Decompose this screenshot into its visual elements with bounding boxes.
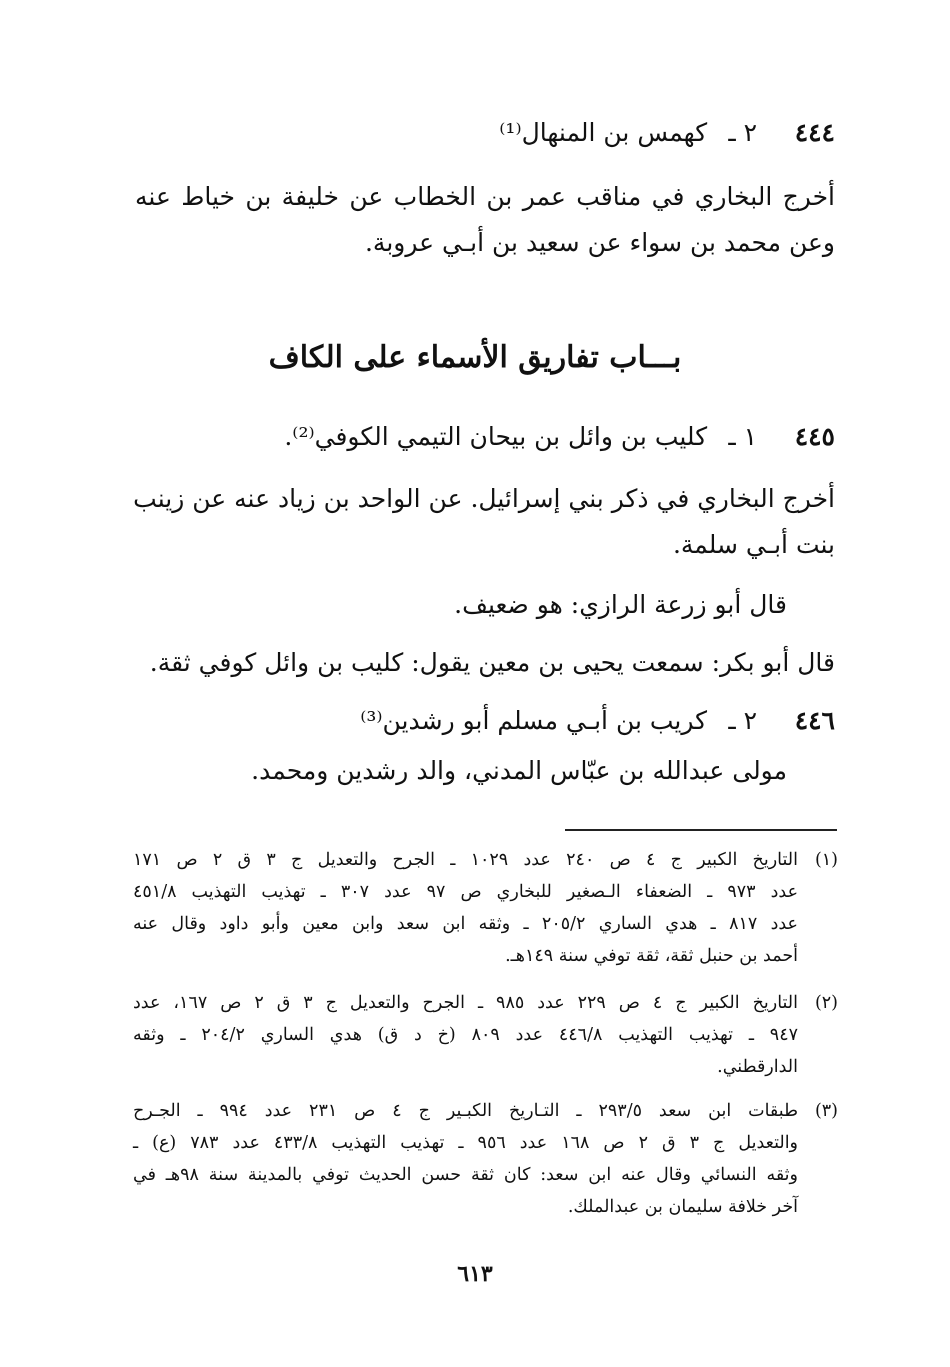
entry-heading (499, 118, 835, 148)
footnote-line: التاريخ الكبير ج ٤ ص ٢٢٩ عدد ٩٨٥ ـ الجرح والتعديل ج ٣ ق ٢ ص ١٦٧، عدد (133, 993, 798, 1013)
entry-text-line: أخرج البخاري في مناقب عمر بن الخطاب عن خليفة بن خياط عنه (135, 182, 835, 211)
footnote-line: والتعديل ج ٣ ق ٢ ص ١٦٨ عدد ٩٥٦ ـ تهذيب التهذيب ٤٣٣/٨ عدد ٧٨٣ (ع) ـ (133, 1133, 799, 1153)
footnote-line: التاريخ الكبير ج ٤ ص ٢٤٠ عدد ١٠٢٩ ـ الجرح والتعديل ج ٣ ق ٢ ص ١٧١ (133, 850, 798, 870)
entry-index: ٢ ـ (728, 706, 758, 735)
entry-number: ٤٤٤ (794, 118, 835, 147)
footnote-line: آخر خلافة سليمان بن عبدالملك. (567, 1197, 798, 1217)
entry-index: ٢ ـ (728, 118, 758, 147)
entry-text-line: وعن محمد بن سواء عن سعيد بن أبـي عروبة. (364, 228, 835, 257)
page-number: ٦١٣ (457, 1261, 493, 1287)
footnote-marker: (١) (814, 850, 838, 870)
footnote-line: طبقات ابن سعد ٢٩٣/٥ ـ التـاريخ الكبـير ج ٤ ص ٢٣١ عدد ٩٩٤ ـ الجـرح (133, 1101, 798, 1121)
entry-text-line: بنت أبـي سلمة. (672, 530, 835, 559)
footnote-line: عدد ٩٧٣ ـ الضعفاء الـصغير للبخاري ص ٩٧ عدد ٣٠٧ ـ تهذيب التهذيب ٤٥١/٨ (133, 882, 799, 902)
entry-index: ١ ـ (728, 422, 758, 451)
narrator-name: كليب بن وائل بن بيحان التيمي الكوفي⁽²⁾. (284, 422, 708, 451)
entry-number: ٤٤٥ (794, 422, 835, 451)
footnote-line: ٩٤٧ ـ تهذيب التهذيب ٤٤٦/٨ عدد ٨٠٩ (خ د ق) هدي الساري ٢٠٤/٢ ـ وثقه (133, 1025, 798, 1045)
footnote (133, 1101, 838, 1231)
footnote-marker: (٢) (814, 993, 838, 1013)
entry-text-line: أخرج البخاري في ذكر بني إسرائيل. عن الواحد بن زياد عنه عن زينب (133, 484, 835, 513)
entry-number: ٤٤٦ (794, 706, 835, 735)
footnote (133, 993, 838, 1093)
entry-heading (284, 422, 835, 452)
footnote-marker: (٣) (814, 1101, 838, 1121)
chapter-heading: بـــاب تفاريق الأسماء على الكاف (268, 340, 682, 375)
narrator-name: كهمس بن المنهال⁽¹⁾ (499, 118, 708, 147)
footnote-line: عدد ٨١٧ ـ هدي الساري ٢٠٥/٢ ـ وثقه ابن سعد وابن معين وأبو داود وقال عنه (133, 914, 799, 934)
entry-text-line: مولى عبدالله بن عبّاس المدني، والد رشدين ومحمد. (251, 756, 787, 785)
footnote-separator (565, 829, 837, 831)
narrator-name: كريب بن أبـي مسلم أبو رشدين⁽³⁾ (360, 706, 708, 735)
entry-text-line: قال أبو زرعة الرازي: هو ضعيف. (454, 590, 787, 619)
footnote-line: الدارقطني. (717, 1057, 798, 1077)
footnote (133, 850, 838, 980)
entry-heading (360, 706, 835, 736)
footnote-line: أحمد بن حنبل ثقة، ثقة توفي سنة ١٤٩هـ. (505, 946, 798, 966)
entry-text-line: قال أبو بكر: سمعت يحيى بن معين يقول: كليب بن وائل كوفي ثقة. (149, 648, 835, 677)
footnote-line: وثقه النسائي وقال عنه ابن سعد: كان ثقة حسن الحديث توفي بالمدينة سنة ٩٨هـ في (133, 1165, 798, 1185)
